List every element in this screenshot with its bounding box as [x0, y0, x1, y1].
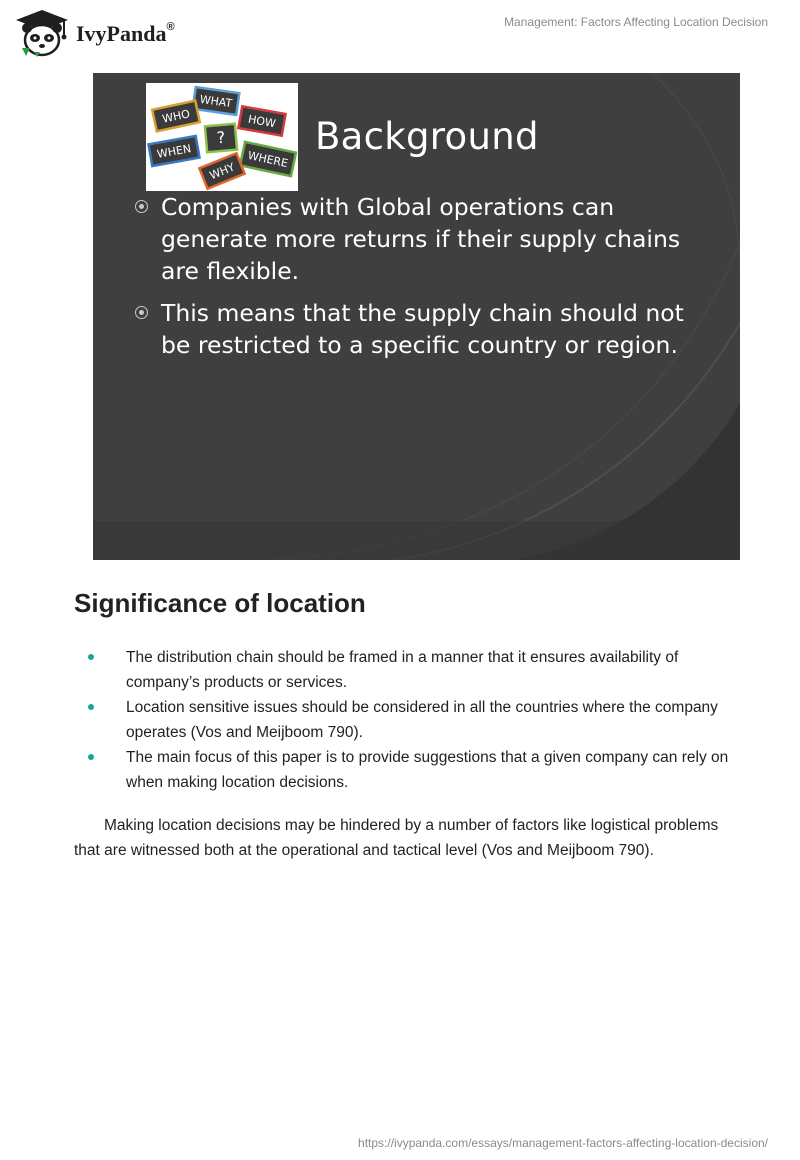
svg-text:?: ?: [215, 127, 227, 148]
slide-bullet-list: [135, 191, 715, 371]
svg-text:WHY: WHY: [207, 160, 237, 183]
slide-bullet-text: This means that the supply chain should not be restricted to a specific country or region.: [161, 299, 684, 359]
list-item-text: The distribution chain should be framed in a manner that it ensures availability of company’s products or services.: [126, 649, 679, 691]
ivypanda-logo[interactable]: [14, 8, 175, 58]
circle-bullet-icon: [135, 200, 148, 213]
section-heading: Significance of location: [74, 588, 366, 618]
svg-text:WHERE: WHERE: [246, 148, 290, 171]
bullet-dot-icon: [88, 704, 94, 710]
page-header: [0, 0, 800, 70]
slide-bullet: [135, 297, 715, 361]
panda-graduate-icon: [14, 8, 70, 58]
presentation-slide: [93, 73, 740, 560]
slide-bullet-text: Companies with Global operations can generate more returns if their supply chains are flexible.: [161, 193, 681, 285]
circle-bullet-icon: [135, 306, 148, 319]
source-url-link[interactable]: https://ivypanda.com/essays/management-factors-affecting-location-decision/: [358, 1136, 768, 1150]
svg-text:WHO: WHO: [161, 107, 192, 126]
bullet-list: [74, 645, 734, 795]
list-item: [74, 645, 734, 695]
bullet-dot-icon: [88, 754, 94, 760]
bullet-dot-icon: [88, 654, 94, 660]
logo-wordmark: IvyPanda®: [76, 21, 175, 46]
list-item: [74, 745, 734, 795]
body-paragraph: Making location decisions may be hindered by a number of factors like logistical problems that are witnessed both at the operational and tactical level (Vos and Meijboom 790).: [74, 817, 719, 859]
list-item: [74, 695, 734, 745]
slide-title: Background: [315, 115, 539, 158]
document-title: Management: Factors Affecting Location Decision: [504, 15, 768, 29]
list-item-text: Location sensitive issues should be considered in all the countries where the company operates (Vos and Meijboom 790).: [126, 699, 718, 741]
question-words-image: [146, 83, 298, 191]
list-item-text: The main focus of this paper is to provide suggestions that a given company can rely on when making location decisions.: [126, 749, 729, 791]
svg-text:WHEN: WHEN: [156, 142, 193, 161]
svg-text:WHAT: WHAT: [198, 92, 233, 111]
svg-text:HOW: HOW: [247, 112, 277, 131]
slide-bullet: [135, 191, 715, 287]
